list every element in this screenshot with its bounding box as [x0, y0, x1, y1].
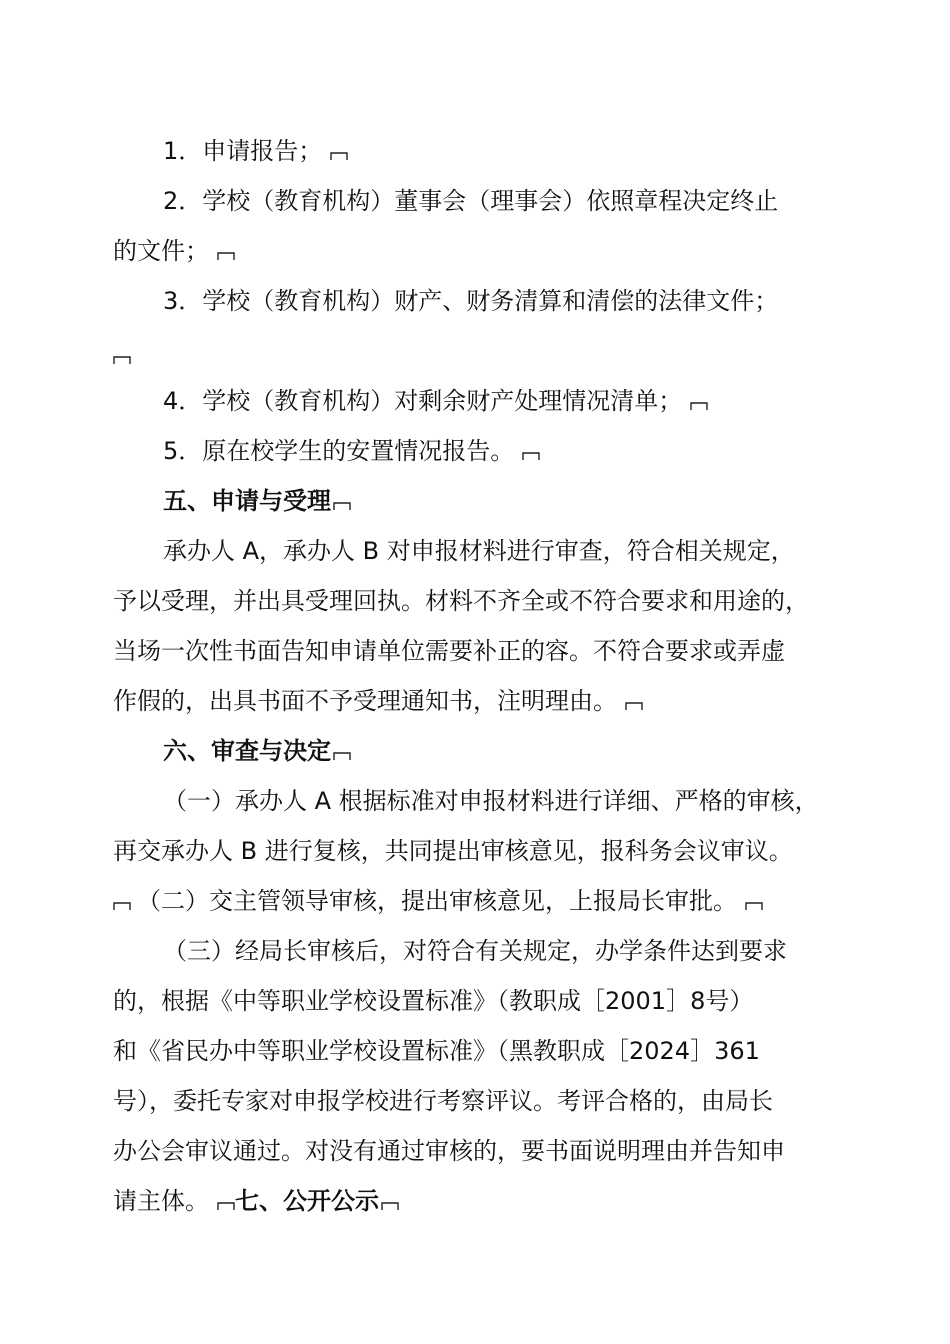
paragraph-mark-icon: [113, 356, 131, 364]
list-item-5: [163, 436, 540, 466]
paragraph-line: [163, 936, 787, 966]
text-line: 承办人 A，承办人 B 对申报材料进行审查，符合相关规定，: [163, 537, 795, 565]
paragraph-line: [113, 886, 763, 916]
paragraph-line: [113, 586, 809, 616]
paragraph-line: [163, 786, 819, 816]
text-line: 作假的，出具书面不予受理通知书，注明理由。: [113, 687, 617, 715]
text-line: 再交承办人 B 进行复核，共同提出审核意见，报科务会议审议。: [113, 837, 793, 865]
text-line: （一）承办人 A 根据标准对申报材料进行详细、严格的审核，: [163, 787, 819, 815]
text-line: 予以受理，并出具受理回执。材料不齐全或不符合要求和用途的，: [113, 587, 809, 615]
text-line: 请主体。: [113, 1187, 209, 1215]
text-line: （二）交主管领导审核，提出审核意见，上报局长审批。: [137, 887, 737, 915]
section-heading-7: 七、公开公示: [235, 1187, 379, 1215]
paragraph-mark-icon: [745, 902, 763, 910]
paragraph-line: [113, 986, 753, 1016]
paragraph-mark-icon: [333, 502, 351, 510]
paragraph-line: [113, 836, 793, 866]
paragraph-line: [163, 536, 795, 566]
list-item-4: [163, 386, 708, 416]
text-line: 号），委托专家对申报学校进行考察评议。考评合格的，由局长: [113, 1087, 773, 1115]
heading-text: 五、申请与受理: [163, 487, 331, 515]
text-line: 5．原在校学生的安置情况报告。: [163, 437, 515, 465]
section-heading-6: [163, 736, 351, 766]
text-line: 2．学校（教育机构）董事会（理事会）依照章程决定终止: [163, 187, 779, 215]
heading-text: 六、审查与决定: [163, 737, 331, 765]
list-item-3-mark: [113, 340, 137, 370]
paragraph-mark-icon: [381, 1202, 399, 1210]
paragraph-line: [113, 686, 643, 716]
paragraph-line: [113, 636, 785, 666]
text-line: 3．学校（教育机构）财产、财务清算和清偿的法律文件；: [163, 287, 779, 315]
paragraph-line: [113, 1186, 399, 1216]
paragraph-line: [113, 1036, 760, 1066]
paragraph-mark-icon: [330, 152, 348, 160]
paragraph-mark-icon: [217, 252, 235, 260]
paragraph-mark-icon: [333, 752, 351, 760]
text-line: 当场一次性书面告知申请单位需要补正的容。不符合要求或弄虚: [113, 637, 785, 665]
paragraph-line: [113, 1136, 785, 1166]
text-line: （三）经局长审核后，对符合有关规定，办学条件达到要求: [163, 937, 787, 965]
text-line: 4．学校（教育机构）对剩余财产处理情况清单；: [163, 387, 683, 415]
text-line: 办公会审议通过。对没有通过审核的，要书面说明理由并告知申: [113, 1137, 785, 1165]
paragraph-mark-icon: [522, 452, 540, 460]
paragraph-mark-icon: [625, 702, 643, 710]
list-item-2: [163, 186, 778, 216]
text-line: 的文件；: [113, 237, 209, 265]
text-line: 和《省民办中等职业学校设置标准》（黑教职成［2024］361: [113, 1037, 760, 1065]
paragraph-mark-icon: [690, 402, 708, 410]
list-item-1: [163, 136, 348, 166]
list-item-3: [163, 286, 778, 316]
text-line: 的，根据《中等职业学校设置标准》（教职成［2001］8号）: [113, 987, 754, 1015]
text-line: 1．申请报告；: [163, 137, 323, 165]
paragraph-mark-icon: [113, 902, 131, 910]
section-heading-5: [163, 486, 351, 516]
paragraph-mark-icon: [217, 1202, 235, 1210]
list-item-2-cont: [113, 236, 235, 266]
paragraph-line: [113, 1086, 773, 1116]
